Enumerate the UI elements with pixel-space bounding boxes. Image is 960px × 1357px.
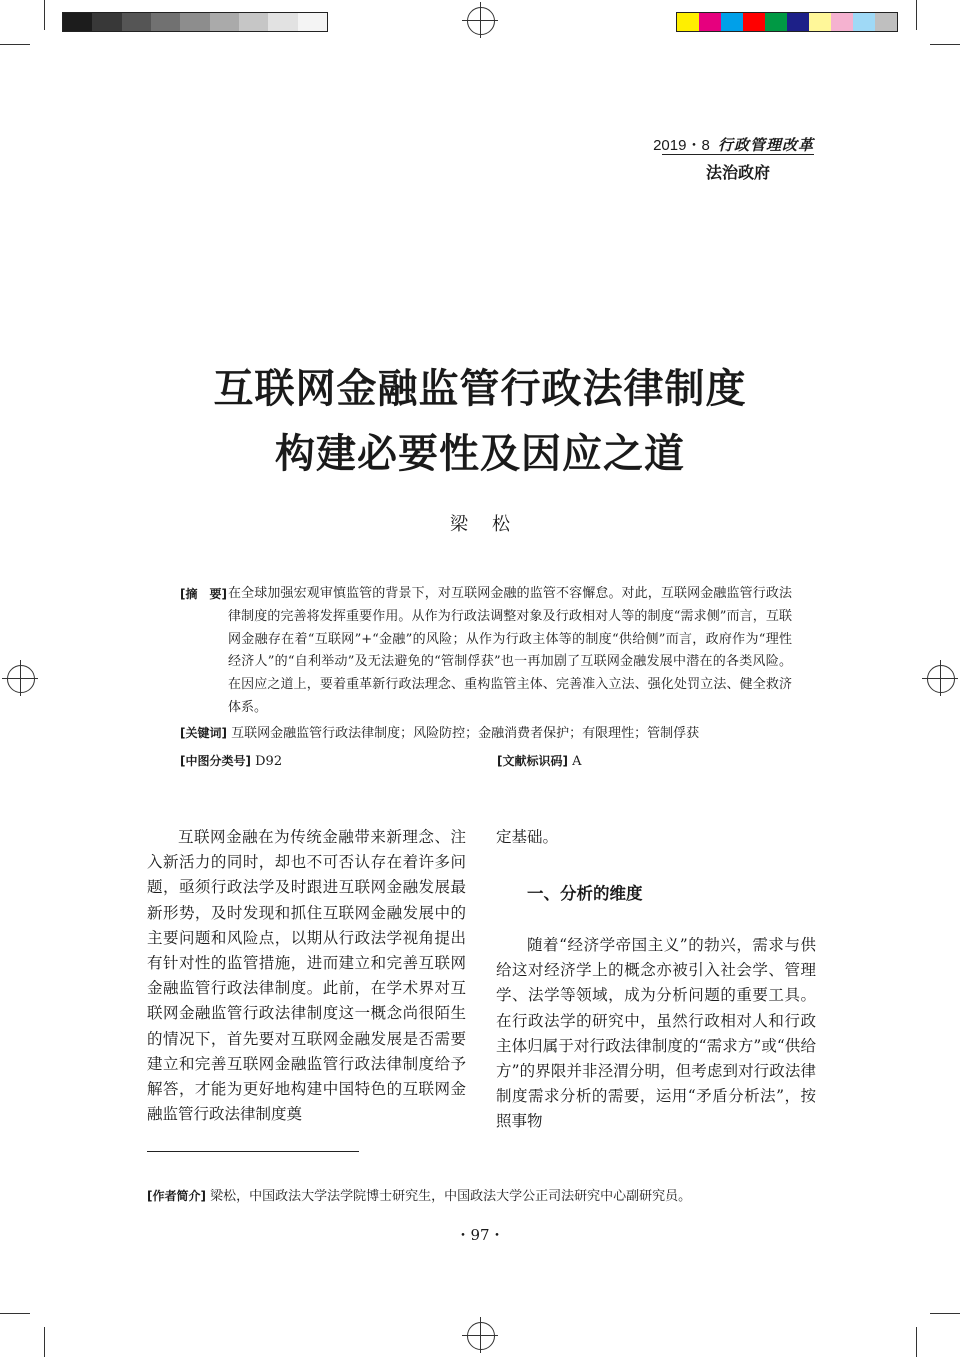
color-calibration-bar	[676, 12, 898, 32]
calibration-swatch	[875, 13, 897, 31]
calibration-swatch	[63, 13, 92, 31]
journal-name: 行政管理改革	[717, 136, 814, 154]
calibration-swatch	[809, 13, 831, 31]
body-column-left	[147, 825, 466, 1127]
abstract-text: 在全球加强宏观审慎监管的背景下，对互联网金融的监管不容懈怠。对此，互联网金融监管行政法律制度的完善将发挥重要作用。从作为行政法调整对象及行政相对人等的制度“需求侧”而言，互联网金融存在着“互联网”+“金融”的风险；从作为行政主体等的制度“供给侧”而言，政府作为“理性经济人”的“自利举动”及无法避免的“管制俘获”也一再加剧了互联网金融发展中潜在的各类风险。在因应之道上，要着重革新行政法理念、重构监管主体、完善准入立法、强化处罚立法、健全救济体系。	[228, 586, 792, 715]
header-rule	[662, 154, 814, 155]
footnote-rule	[147, 1151, 359, 1152]
abstract-label: [摘 要]	[180, 587, 227, 601]
calibration-swatch	[699, 13, 721, 31]
section-heading: 一、分析的维度	[527, 884, 643, 903]
calibration-swatch	[831, 13, 853, 31]
calibration-swatch	[268, 13, 297, 31]
article-title-line-1: 互联网金融监管行政法律制度	[213, 365, 747, 412]
clc-number	[180, 750, 282, 774]
calibration-swatch	[180, 13, 209, 31]
keywords	[180, 722, 792, 746]
body-paragraph: 互联网金融在为传统金融带来新理念、注入新活力的同时，却也不可否认存在着许多问题，亟须行政法学及时跟进互联网金融发展最新形势，及时发现和抓住互联网金融发展中的主要问题和风险点，以期从行政法学视角提出有针对性的监管措施，进而建立和完善互联网金融监管行政法律制度。此前，在学术界对互联网金融监管行政法律制度这一概念尚很陌生的情况下，首先要对互联网金融发展是否需要建立和完善互联网金融监管行政法律制度给予解答，才能为更好地构建中国特色的互联网金融监管行政法律制度奠	[147, 828, 466, 1124]
article-title-line-2: 构建必要性及因应之道	[275, 430, 685, 477]
calibration-swatch	[151, 13, 180, 31]
calibration-swatch	[853, 13, 875, 31]
footnote-text: 梁松，中国政法大学法学院博士研究生，中国政法大学公正司法研究中心副研究员。	[210, 1189, 692, 1204]
doc-code-value: A	[572, 754, 582, 769]
calibration-swatch	[122, 13, 151, 31]
document-code	[497, 750, 582, 774]
calibration-swatch	[210, 13, 239, 31]
calibration-swatch	[765, 13, 787, 31]
footnote-label: [作者简介]	[147, 1189, 206, 1203]
calibration-swatch	[787, 13, 809, 31]
body-paragraph-continuation: 定基础。	[496, 828, 559, 846]
clc-value: D92	[255, 754, 283, 769]
calibration-swatch	[677, 13, 699, 31]
body-column-right-continuation	[496, 825, 816, 850]
calibration-swatch	[239, 13, 268, 31]
keywords-label: [关键词]	[180, 726, 227, 740]
grayscale-calibration-bar	[62, 12, 328, 32]
page-number: ・97・	[455, 1226, 505, 1244]
journal-header	[653, 134, 814, 155]
issue-date: 2019・8	[653, 137, 710, 154]
abstract	[180, 583, 792, 720]
body-column-right	[496, 933, 816, 1135]
body-paragraph: 随着“经济学帝国主义”的勃兴，需求与供给这对经济学上的概念亦被引入社会学、管理学、法学等领域，成为分析问题的重要工具。在行政法学的研究中，虽然行政相对人和行政主体归属于对行政法律制度的“需求方”或“供给方”的界限并非泾渭分明，但考虑到对行政法律制度需求分析的需要，运用“矛盾分析法”，按照事物	[496, 936, 816, 1131]
doc-code-label: [文献标识码]	[497, 754, 568, 768]
keywords-text: 互联网金融监管行政法律制度；风险防控；金融消费者保护；有限理性；管制俘获	[231, 726, 700, 741]
calibration-swatch	[743, 13, 765, 31]
author-footnote	[147, 1185, 691, 1204]
clc-label: [中图分类号]	[180, 754, 251, 768]
section-label: 法治政府	[706, 163, 771, 182]
calibration-swatch	[721, 13, 743, 31]
calibration-swatch	[298, 13, 327, 31]
calibration-swatch	[92, 13, 121, 31]
author-name: 梁松	[450, 514, 534, 535]
